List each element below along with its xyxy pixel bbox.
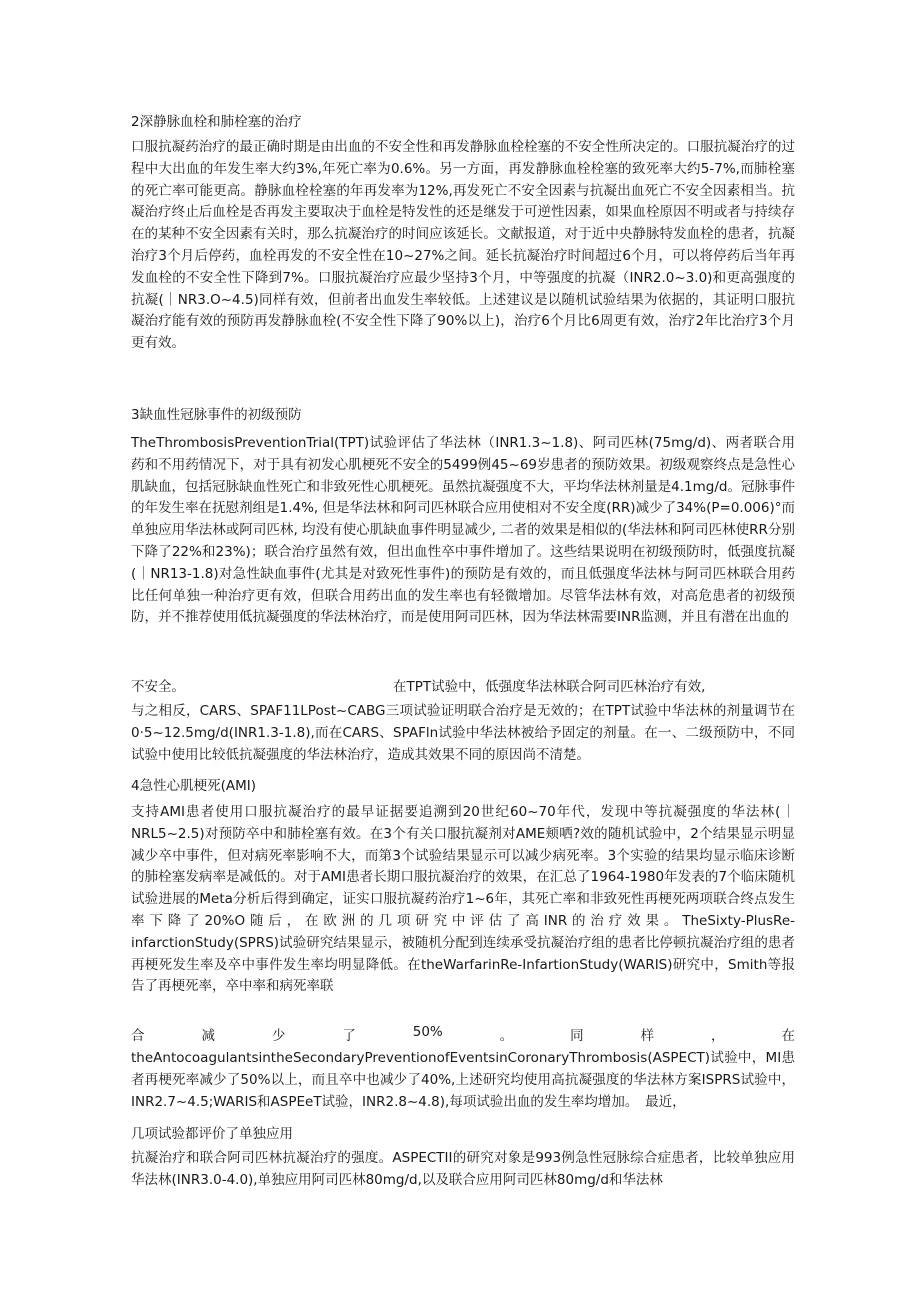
- word: 50%: [412, 1024, 443, 1040]
- word: 在: [781, 1028, 795, 1044]
- paragraph-text: TheThrombosisPreventionTrial(TPT)试验评估了华法林（INR1.3~1.8)、阿司匹林(75mg/d)、两者联合用药和不用药情况下，对于具有初发心肌梗死不安全的5499例45~69岁患者的预防效果。初级观察终点是急性心肌缺血，包括冠脉缺血性死亡和非致死性心肌梗死。虽然抗凝强度不大，平均华法林剂量是4.1mg/d。冠脉事件的年发生率在抚慰剂组是1.4%, 但是华法林和阿司匹林联合应用使相对不安全度(RR)减少了34%(P=0.006)°而单独应用华法林或阿司匹林, 均没有使心肌缺血事件明显减少, 二者的效果是相似的(华法林和阿司匹林使RR分别下降了22%和23%)；联合治疗虽然有效，但出血性卒中事件增加了。这些结果说明在初级预防时，低强度抗凝(｜NR13-1.8)对急性缺血事件(尤其是对致死性事件)的预防是有效的，而且低强度华法林与阿司匹林联合用药比任何单独一种治疗更有效，但联合用药出血的发生率也有轻微增加。尽管华法林有效，对高危患者的初级预防，并不推荐使用低抗凝强度的华法林治疗，而是使用阿司匹林，因为华法林需要INR监测，并且有潜在出血的: [131, 435, 795, 626]
- paragraph-text: 口服抗凝药治疗的最正确时期是由出血的不安全性和再发静脉血栓栓塞的不安全性所决定的。口服抗凝治疗的过程中大出血的年发生率大约3%,年死亡率为0.6%。另一方面，再发静脉血栓栓塞的致死率大约5-7%,而肺栓塞的死亡率可能更高。静脉血栓栓塞的年再发率为12%,再发死亡不安全因素与抗凝出血死亡不安全因素相当。抗凝治疗终止后血栓是否再发主要取决于血栓是特发性的还是继发于可逆性因素，如果血栓原因不明或者与持续存在的某种不安全因素有关时，那么抗凝治疗的时间应该延长。文献报道，对于近中央静脉特发血栓的患者，抗凝治疗3个月后停药，血栓再发的不安全性在10~27%之间。延长抗凝治疗时间超过6个月，可以将停药后当年再发血栓的不安全性下降到7%。口服抗凝治疗应最少坚持3个月，中等强度的抗凝（INR2.0~3.0)和更高强度的抗凝(｜NR3.O~4.5)同样有效，但前者出血发生率较低。上述建议是以随机试验结果为依据的，其证明口服抗凝治疗能有效的预防再发静脉血栓(不安全性下降了90%以上)，治疗6个月比6周更有效，治疗2年比治疗3个月更有效。: [131, 139, 795, 352]
- justified-line: [131, 1024, 795, 1044]
- word: ，: [711, 1028, 725, 1044]
- paragraph-line: 几项试验都评价了单独应用: [131, 1126, 293, 1142]
- word: 了: [342, 1028, 356, 1044]
- section-2-paragraph: [131, 137, 795, 355]
- paragraph-line: 不安全。: [131, 679, 185, 695]
- paragraph-text: 支持AMI患者使用口服抗凝治疗的最早证据要追溯到20世纪60~70年代，发现中等抗凝强度的华法林(｜NRL5~2.5)对预防卒中和肺栓塞有效。在3个有关口服抗凝剂对AME颊哂?效的随机试验中，2个结果显示明显减少卒中事件，但对病死率影响不大，而第3个试验结果显示可以减少病死率。3个实验的结果均显示临床诊断的肺栓塞发病率是减低的。对于AMI患者长期口服抗凝治疗的效果，在汇总了1964-1980年发表的7个临床随机试验进展的Meta分析后得到确定，证实口服抗凝药治疗1~6年，其死亡率和非致死性再梗死两项联合终点发生率下降了20%O随后，在欧洲的几项研究中评估了高INR的治疗效果。TheSixty-PlusRe-infarctionStudy(SPRS)试验研究结果显示，被随机分配到连续承受抗凝治疗组的患者比停顿抗凝治疗组的患者再梗死发生率及卒中事件发生率均明显降低。在theWarfarinRe-InfartionStudy(WARIS)研究中，Smith等报告了再梗死率，卒中率和病死率联: [131, 804, 795, 995]
- word: 样: [640, 1028, 655, 1044]
- paragraph-line: 在TPT试验中，低强度华法林联合阿司匹林治疗有效,: [393, 679, 706, 695]
- word: 少: [271, 1028, 286, 1044]
- paragraph-text: theAntocoagulantsintheSecondaryPreventionofEventsinCoronaryThrombosis(ASPECT)试验中，MI患者再梗死率减少了50%以上，而且卒中也减少了40%,上述研究均使用高抗凝强度的华法林方案ISPRS试验中，INR2.7~4.5;WARIS和ASPEeT试验，INR2.8~4.8),每项试验出血的发生率均增加。 最近，: [131, 1050, 795, 1110]
- word: 。: [499, 1028, 514, 1044]
- paragraph-text: 与之相反，CARS、SPAF11LPost~CABG三项试验证明联合治疗是无效的；在TPT试验中华法林的剂量调节在0·5~12.5mg/d(INR1.3-1.8),而在CARS、SPAFln试验中华法林被给予固定的剂量。在一、二级预防中，不同试验中使用比较低抗凝强度的华法林治疗，造成其效果不同的原因尚不清楚。: [131, 703, 795, 763]
- word: 减: [201, 1028, 215, 1044]
- word: 同: [570, 1028, 584, 1044]
- section-3-paragraph-2: [131, 701, 795, 766]
- section-4-heading: 4急性心肌梗死(AMI): [131, 778, 256, 794]
- section-4-paragraph: [131, 802, 795, 998]
- word: 合: [131, 1028, 145, 1044]
- section-3-paragraph: [131, 433, 795, 629]
- paragraph-text: 抗凝治疗和联合阿司匹林抗凝治疗的强度。ASPECTII的研究对象是993例急性冠脉综合症患者，比较单独应用华法林(INR3.0-4.0),单独应用阿司匹林80mg/d,以及联合应用阿司匹林80mg/d和华法林: [131, 1150, 795, 1188]
- section-3-heading: 3缺血性冠脉事件的初级预防: [131, 407, 302, 423]
- section-2-heading: 2深静脉血栓和肺栓塞的治疗: [131, 114, 302, 130]
- section-4-paragraph-2: [131, 1048, 795, 1113]
- section-4-paragraph-3: [131, 1148, 795, 1192]
